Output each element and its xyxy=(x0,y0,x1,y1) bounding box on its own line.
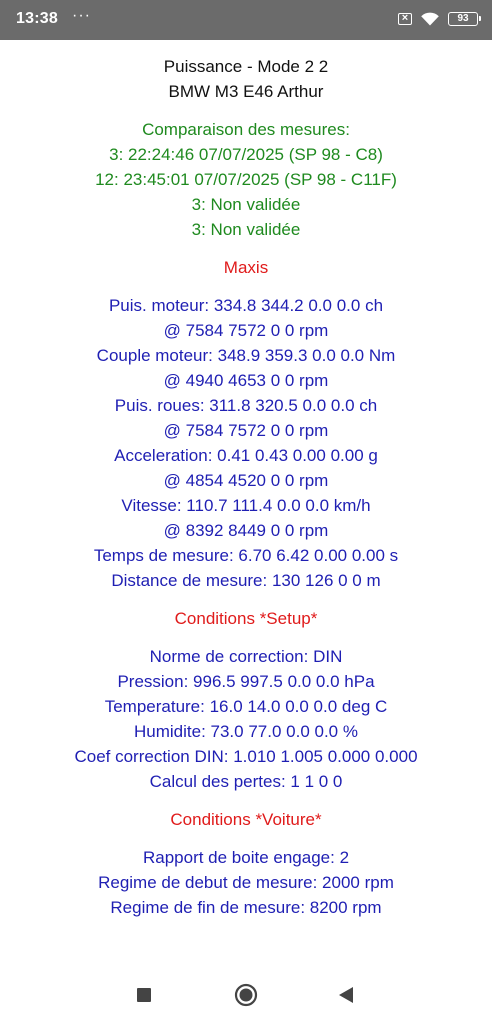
comparison-title: Comparaison des mesures: xyxy=(142,120,350,139)
maxis-line: Acceleration: 0.41 0.43 0.00 0.00 g xyxy=(114,446,378,465)
triangle-back-icon[interactable] xyxy=(337,985,355,1005)
voiture-line: Rapport de boite engage: 2 xyxy=(142,848,350,867)
maxis-line: Vitesse: 110.7 111.4 0.0 0.0 km/h xyxy=(121,496,371,515)
maxis-line: Puis. roues: 311.8 320.5 0.0 0.0 ch xyxy=(114,396,378,415)
maxis-line: Temps de mesure: 6.70 6.42 0.00 0.00 s xyxy=(93,546,399,565)
voiture-line: Regime de debut de mesure: 2000 rpm xyxy=(98,873,394,892)
comparison-entry: 3: 22:24:46 07/07/2025 (SP 98 - C8) xyxy=(109,145,383,164)
vehicle-name: BMW M3 E46 Arthur xyxy=(168,82,324,101)
comparison-entry: 3: Non validée xyxy=(191,195,301,214)
voiture-section-title: Conditions *Voiture* xyxy=(170,810,322,829)
maxis-line: Distance de mesure: 130 126 0 0 m xyxy=(111,571,381,590)
voiture-line: Regime de fin de mesure: 8200 rpm xyxy=(110,898,382,917)
status-icons xyxy=(398,11,478,27)
maxis-line: @ 4940 4653 0 0 rpm xyxy=(163,371,329,390)
maxis-line: @ 4854 4520 0 0 rpm xyxy=(163,471,329,490)
maxis-line: Puis. moteur: 334.8 344.2 0.0 0.0 ch xyxy=(108,296,384,315)
wifi-icon xyxy=(420,11,440,27)
measurement-report xyxy=(0,54,492,920)
setup-line: Temperature: 16.0 14.0 0.0 0.0 deg C xyxy=(104,697,388,716)
circle-home-icon[interactable] xyxy=(234,983,258,1007)
setup-line: Pression: 996.5 997.5 0.0 0.0 hPa xyxy=(117,672,375,691)
page-title: Puissance - Mode 2 2 xyxy=(163,57,329,76)
maxis-line: @ 7584 7572 0 0 rpm xyxy=(163,321,329,340)
comparison-entry: 12: 23:45:01 07/07/2025 (SP 98 - C11F) xyxy=(95,170,397,189)
maxis-line: @ 8392 8449 0 0 rpm xyxy=(163,521,329,540)
setup-line: Norme de correction: DIN xyxy=(149,647,343,666)
maxis-line: Couple moteur: 348.9 359.3 0.0 0.0 Nm xyxy=(96,346,396,365)
comparison-entry: 3: Non validée xyxy=(191,220,301,239)
system-nav-bar xyxy=(0,968,492,1024)
status-time: 13:38 xyxy=(16,10,58,27)
battery-icon: 93 xyxy=(448,12,478,26)
square-recents-icon[interactable] xyxy=(137,988,151,1002)
maxis-section-title: Maxis xyxy=(223,258,269,277)
setup-line: Humidite: 73.0 77.0 0.0 0.0 % xyxy=(134,722,358,741)
setup-line: Calcul des pertes: 1 1 0 0 xyxy=(149,772,343,791)
sim-off-icon: × xyxy=(398,13,412,25)
setup-section-title: Conditions *Setup* xyxy=(174,609,318,628)
notification-dots-icon: ··· xyxy=(72,7,91,24)
status-bar xyxy=(0,0,492,40)
setup-line: Coef correction DIN: 1.010 1.005 0.000 0.000 xyxy=(74,747,418,766)
maxis-line: @ 7584 7572 0 0 rpm xyxy=(163,421,329,440)
